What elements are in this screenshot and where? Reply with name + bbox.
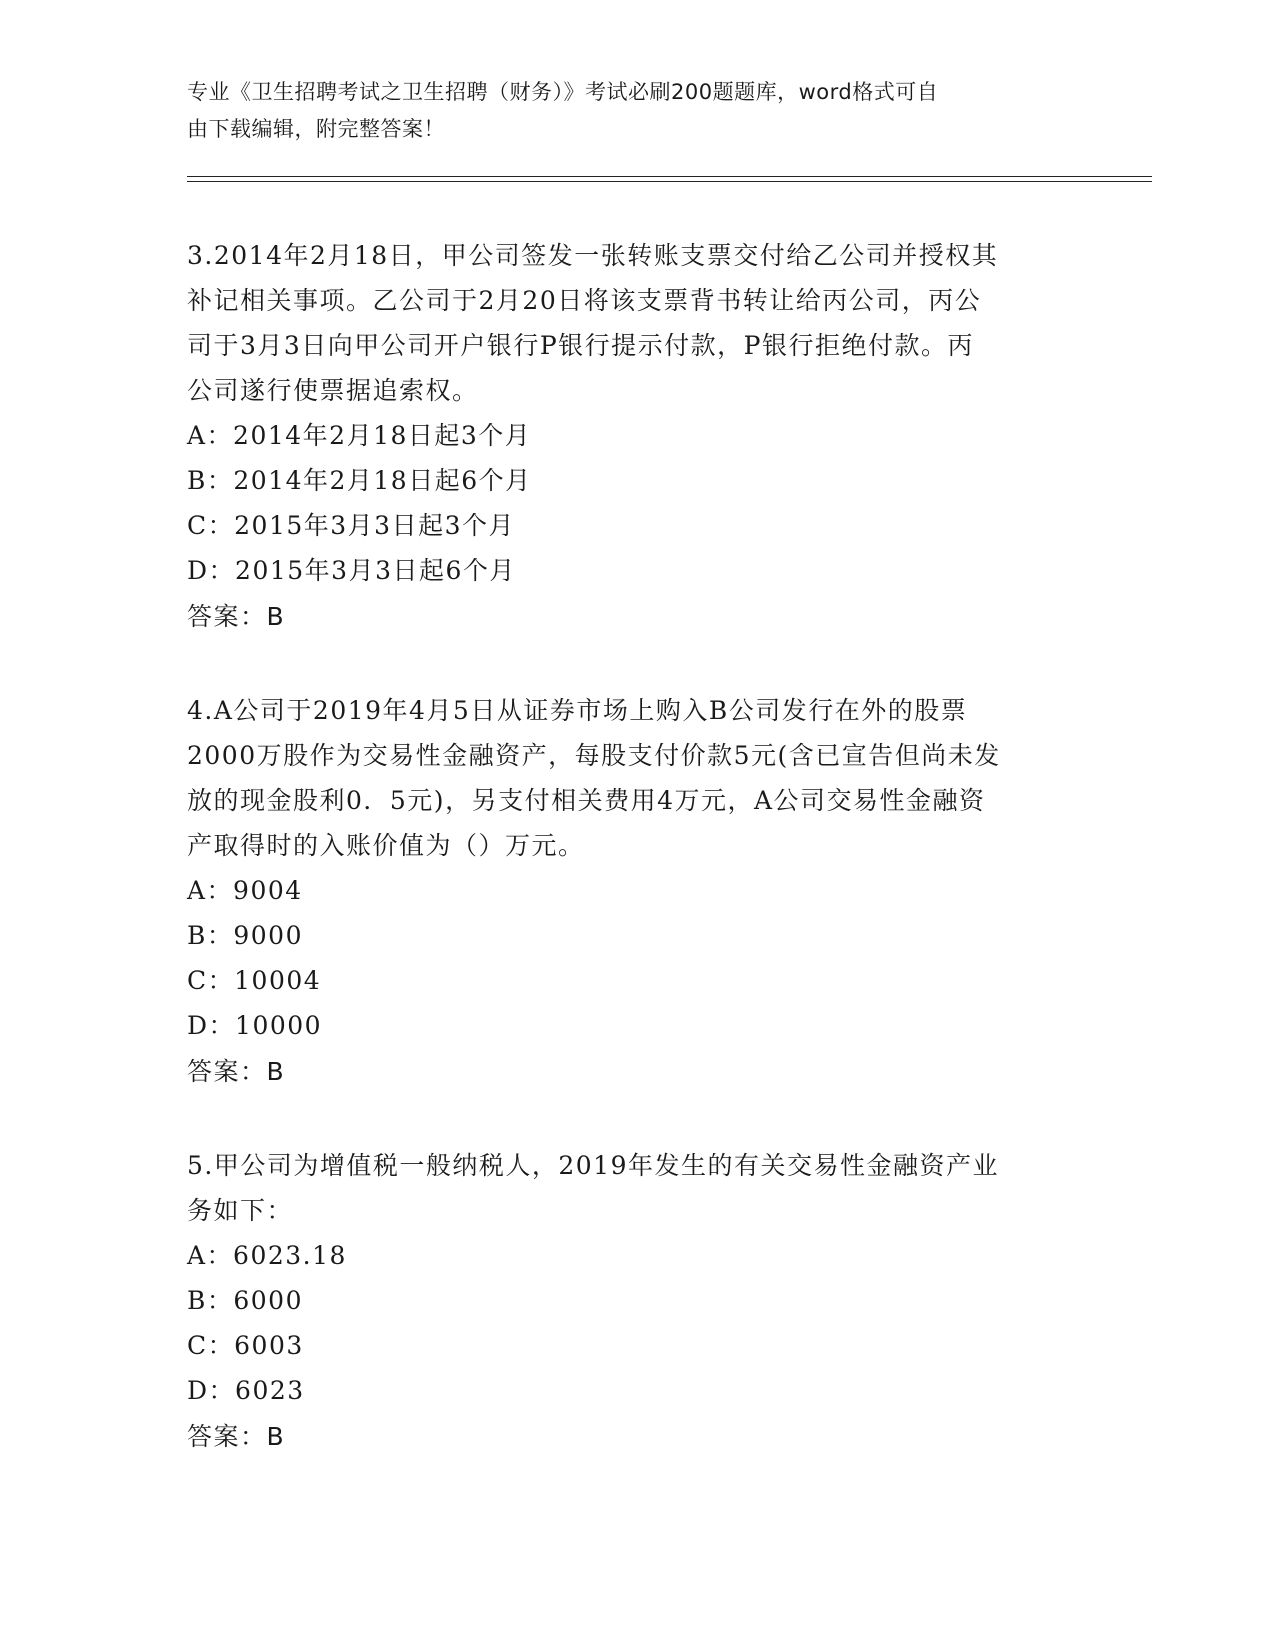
question-line: 放的现金股利0．5元)，另支付相关费用4万元，A公司交易性金融资 <box>187 786 986 815</box>
question-line: 公司遂行使票据追索权。 <box>187 376 479 405</box>
question-line: 2000万股作为交易性金融资产，每股支付价款5元(含已宣告但尚未发 <box>187 741 1001 770</box>
header-line: 由下载编辑，附完整答案！ <box>187 117 445 141</box>
question-line: 4.A公司于2019年4月5日从证券市场上购入B公司发行在外的股票 <box>187 696 968 725</box>
option-a: A：9004 <box>187 876 303 905</box>
question-line: 5.甲公司为增值税一般纳税人，2019年发生的有关交易性金融资产业 <box>187 1151 999 1180</box>
question-line: 产取得时的入账价值为（）万元。 <box>187 831 585 860</box>
option-b: B：6000 <box>187 1286 303 1315</box>
document-header <box>187 74 1067 148</box>
option-a: A：2014年2月18日起3个月 <box>187 421 532 450</box>
option-a: A：6023.18 <box>187 1241 347 1270</box>
question-stem <box>187 1143 1077 1233</box>
question-line: 补记相关事项。乙公司于2月20日将该支票背书转让给丙公司，丙公 <box>187 286 982 315</box>
option-d: D：2015年3月3日起6个月 <box>187 556 516 585</box>
header-divider <box>187 176 1152 177</box>
option-c: C：6003 <box>187 1331 304 1360</box>
question-3 <box>187 233 1077 639</box>
option-d: D：6023 <box>187 1376 305 1405</box>
question-stem <box>187 233 1077 413</box>
header-divider <box>187 181 1152 182</box>
option-b: B：2014年2月18日起6个月 <box>187 466 532 495</box>
answer-line: 答案：B <box>187 1422 286 1451</box>
question-stem <box>187 688 1077 868</box>
question-line: 务如下： <box>187 1196 294 1225</box>
option-d: D：10000 <box>187 1011 323 1040</box>
option-b: B：9000 <box>187 921 303 950</box>
header-line: 专业《卫生招聘考试之卫生招聘（财务）》考试必刷200题题库，word格式可自 <box>187 80 939 104</box>
option-c: C：2015年3月3日起3个月 <box>187 511 515 540</box>
question-line: 3.2014年2月18日，甲公司签发一张转账支票交付给乙公司并授权其 <box>187 241 999 270</box>
answer-line: 答案：B <box>187 1057 286 1086</box>
question-4 <box>187 688 1077 1094</box>
question-5 <box>187 1143 1077 1459</box>
question-line: 司于3月3日向甲公司开户银行P银行提示付款，P银行拒绝付款。丙 <box>187 331 974 360</box>
option-c: C：10004 <box>187 966 322 995</box>
answer-line: 答案：B <box>187 602 286 631</box>
